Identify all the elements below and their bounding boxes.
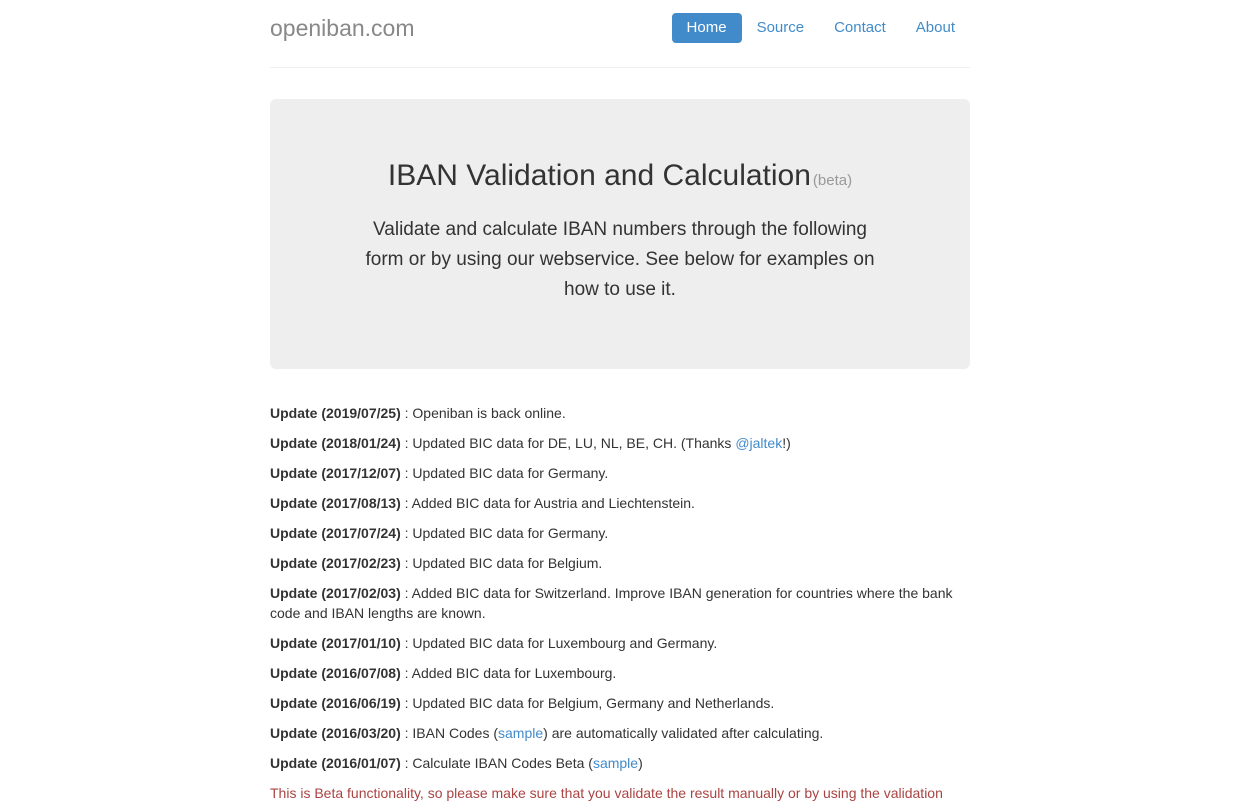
jaltek-link[interactable]: @jaltek (735, 435, 783, 451)
beta-warning: This is Beta functionality, so please make sure that you validate the result manually or by using the validation (270, 785, 943, 801)
update-text: : Added BIC data for Luxembourg. (400, 665, 617, 681)
update-item (270, 403, 970, 423)
page-title-text: IBAN Validation and Calculation (387, 159, 811, 192)
update-text: : Added BIC data for Austria and Liechtenstein. (400, 495, 695, 511)
page-subtitle (310, 215, 930, 305)
update-text: : Updated BIC data for DE, LU, NL, BE, CH. (Thanks (400, 435, 736, 451)
brand-link[interactable]: openiban.com (270, 15, 415, 41)
update-item (270, 633, 970, 653)
update-date-label: Update (2017/08/13) (270, 495, 401, 511)
subtitle-line: how to use it. (564, 279, 676, 300)
update-text: : Updated BIC data for Germany. (400, 525, 609, 541)
update-item (270, 463, 970, 483)
update-date-label: Update (2017/01/10) (270, 635, 401, 651)
nav-item-about[interactable] (901, 13, 970, 43)
update-text: : Calculate IBAN Codes Beta ( (400, 755, 593, 771)
update-item (270, 523, 970, 543)
sample-link[interactable]: sample (592, 755, 639, 771)
update-date-label: Update (2016/03/20) (270, 725, 401, 741)
header-divider (270, 67, 970, 68)
update-date-label: Update (2016/01/07) (270, 755, 401, 771)
update-text: !) (782, 435, 791, 451)
page-container (270, 0, 970, 803)
update-date-label: Update (2017/12/07) (270, 465, 401, 481)
subtitle-line: form or by using our webservice. See below for examples on (365, 249, 875, 270)
main-nav (672, 13, 970, 43)
update-item (270, 753, 970, 773)
update-text: : IBAN Codes ( (400, 725, 498, 741)
update-date-label: Update (2018/01/24) (270, 435, 401, 451)
nav-contact-link[interactable]: Contact (834, 19, 886, 36)
update-item (270, 583, 970, 623)
update-item (270, 693, 970, 713)
nav-item-contact[interactable] (819, 13, 901, 43)
update-item (270, 553, 970, 573)
update-text: : Updated BIC data for Belgium, Germany and Netherlands. (400, 695, 775, 711)
nav-about-link[interactable]: About (915, 19, 955, 36)
update-text: : Updated BIC data for Germany. (400, 465, 609, 481)
navbar (270, 0, 970, 43)
jumbotron (270, 99, 970, 369)
page-title (310, 155, 930, 202)
update-item (270, 493, 970, 513)
nav-home-link[interactable]: Home (672, 13, 742, 43)
update-text: : Updated BIC data for Belgium. (400, 555, 603, 571)
update-text: ) are automatically validated after calculating. (543, 725, 824, 741)
update-text: ) (638, 755, 643, 771)
update-date-label: Update (2016/06/19) (270, 695, 401, 711)
update-date-label: Update (2017/02/03) (270, 585, 401, 601)
update-text: : Added BIC data for Switzerland. Improve IBAN generation for countries where the bank code and IBAN lengths are known. (270, 585, 953, 621)
sample-link[interactable]: sample (498, 725, 544, 741)
nav-item-source[interactable] (742, 13, 820, 43)
nav-source-link[interactable]: Source (756, 19, 805, 36)
beta-badge: (beta) (812, 172, 853, 189)
update-text: : Updated BIC data for Luxembourg and Germany. (400, 635, 718, 651)
updates-list (270, 403, 970, 803)
update-date-label: Update (2017/02/23) (270, 555, 401, 571)
update-text: : Openiban is back online. (400, 405, 566, 421)
update-date-label: Update (2017/07/24) (270, 525, 401, 541)
update-item (270, 433, 970, 453)
update-item (270, 723, 970, 743)
subtitle-line: Validate and calculate IBAN numbers through the following (373, 219, 867, 240)
update-date-label: Update (2019/07/25) (270, 405, 401, 421)
nav-item-home[interactable] (672, 13, 742, 43)
update-date-label: Update (2016/07/08) (270, 665, 401, 681)
update-item (270, 663, 970, 683)
